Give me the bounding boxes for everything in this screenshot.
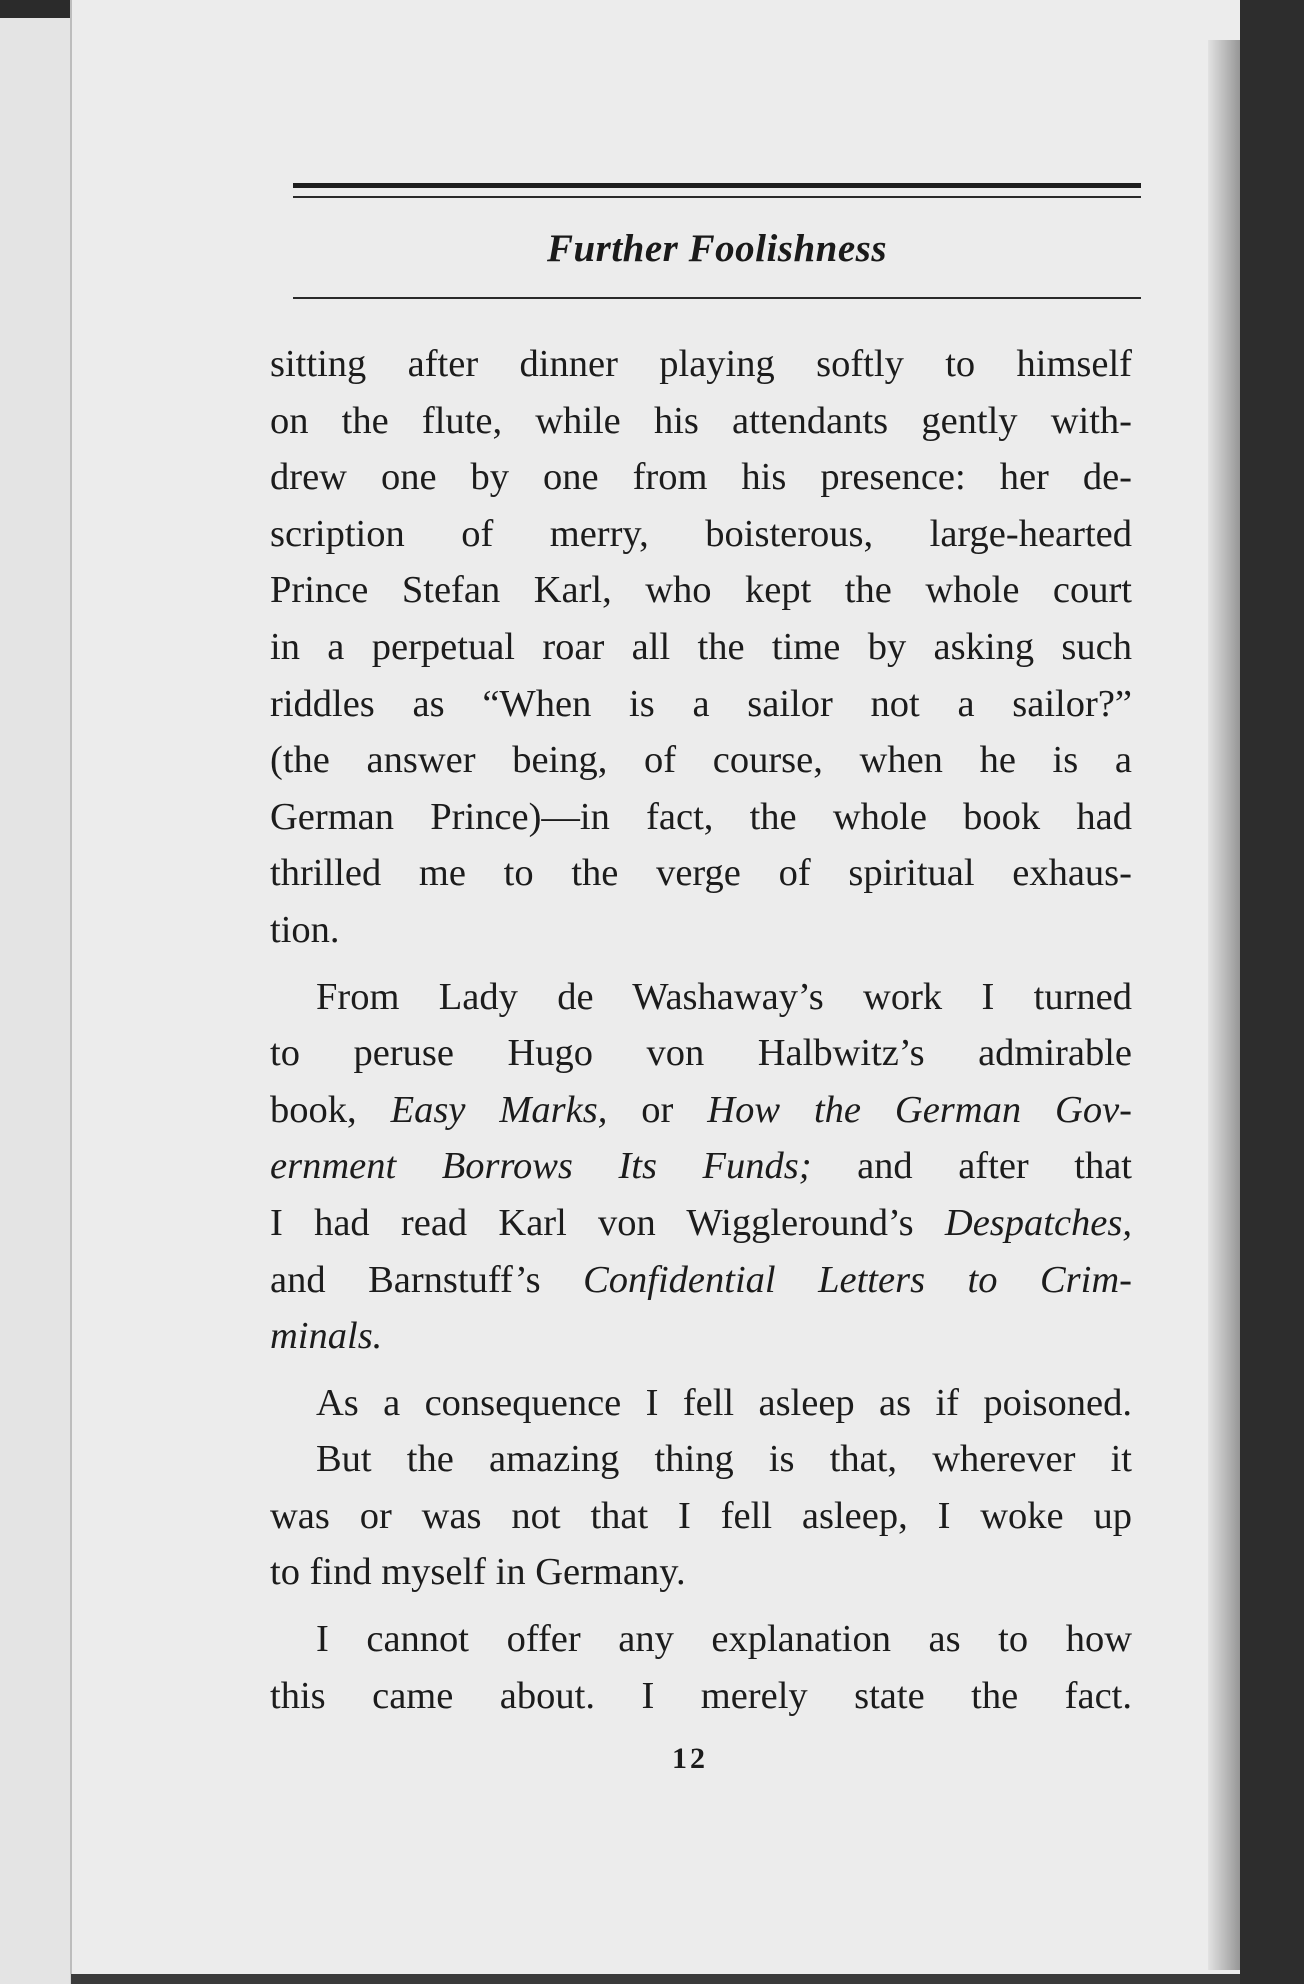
text-line: drew one by one from his presence: her de- <box>270 456 1132 499</box>
text-run: I had read Karl von Wiggleround’s <box>270 1201 945 1244</box>
header-rule-thick <box>293 183 1141 188</box>
text-run: and after that <box>811 1145 1132 1188</box>
text-run: and Barnstuff’s <box>270 1258 584 1301</box>
text-line: scription of merry, boisterous, large-hearted <box>270 512 1132 555</box>
body-text <box>270 336 1132 1724</box>
facing-page-edge <box>0 18 71 1984</box>
text-line: was or was not that I fell asleep, I woke up <box>270 1494 1132 1537</box>
book-title-italic: Easy Marks, <box>390 1088 608 1131</box>
text-line: German Prince)—in fact, the whole book had <box>270 795 1132 838</box>
text-line: on the flute, while his attendants gently with- <box>270 399 1132 442</box>
text-line <box>270 1082 1132 1139</box>
text-line: I cannot offer any explanation as to how <box>316 1618 1132 1661</box>
text-line <box>270 1138 1132 1195</box>
book-title-italic: Confidential Letters to Crim- <box>583 1258 1132 1301</box>
text-line: Prince Stefan Karl, who kept the whole court <box>270 569 1132 612</box>
text-line: (the answer being, of course, when he is a <box>270 739 1132 782</box>
text-line: in a perpetual roar all the time by asking such <box>270 625 1132 668</box>
text-line: tion. <box>270 908 340 951</box>
book-title-italic: How the German Gov- <box>707 1088 1132 1131</box>
text-line: minals. <box>270 1315 383 1358</box>
text-line: As a consequence I fell asleep as if poisoned. <box>316 1381 1132 1424</box>
text-line: this came about. I merely state the fact. <box>270 1674 1132 1717</box>
scan-background-right <box>1240 0 1304 1984</box>
header-rule-below <box>293 297 1141 299</box>
running-head: Further Foolishness <box>546 227 888 270</box>
text-line: riddles as “When is a sailor not a sailor?” <box>270 682 1132 725</box>
text-line: to find myself in Germany. <box>270 1551 686 1594</box>
page-gutter-shadow <box>1208 40 1244 1970</box>
page-number: 12 <box>672 1742 708 1775</box>
text-run: or <box>607 1088 708 1131</box>
book-title-italic: Despatches, <box>944 1201 1132 1244</box>
text-line <box>270 1195 1132 1252</box>
header-rule-thin <box>293 196 1141 198</box>
text-line: But the amazing thing is that, wherever it <box>316 1438 1132 1481</box>
text-line: sitting after dinner playing softly to himself <box>270 343 1132 385</box>
text-run: book, <box>270 1088 391 1131</box>
text-line: to peruse Hugo von Halbwitz’s admirable <box>270 1032 1132 1075</box>
text-line: From Lady de Washaway’s work I turned <box>316 975 1132 1018</box>
text-line <box>270 1252 1132 1309</box>
book-title-italic: ernment Borrows Its Funds; <box>270 1145 812 1188</box>
text-line: thrilled me to the verge of spiritual exhaus- <box>270 852 1132 895</box>
